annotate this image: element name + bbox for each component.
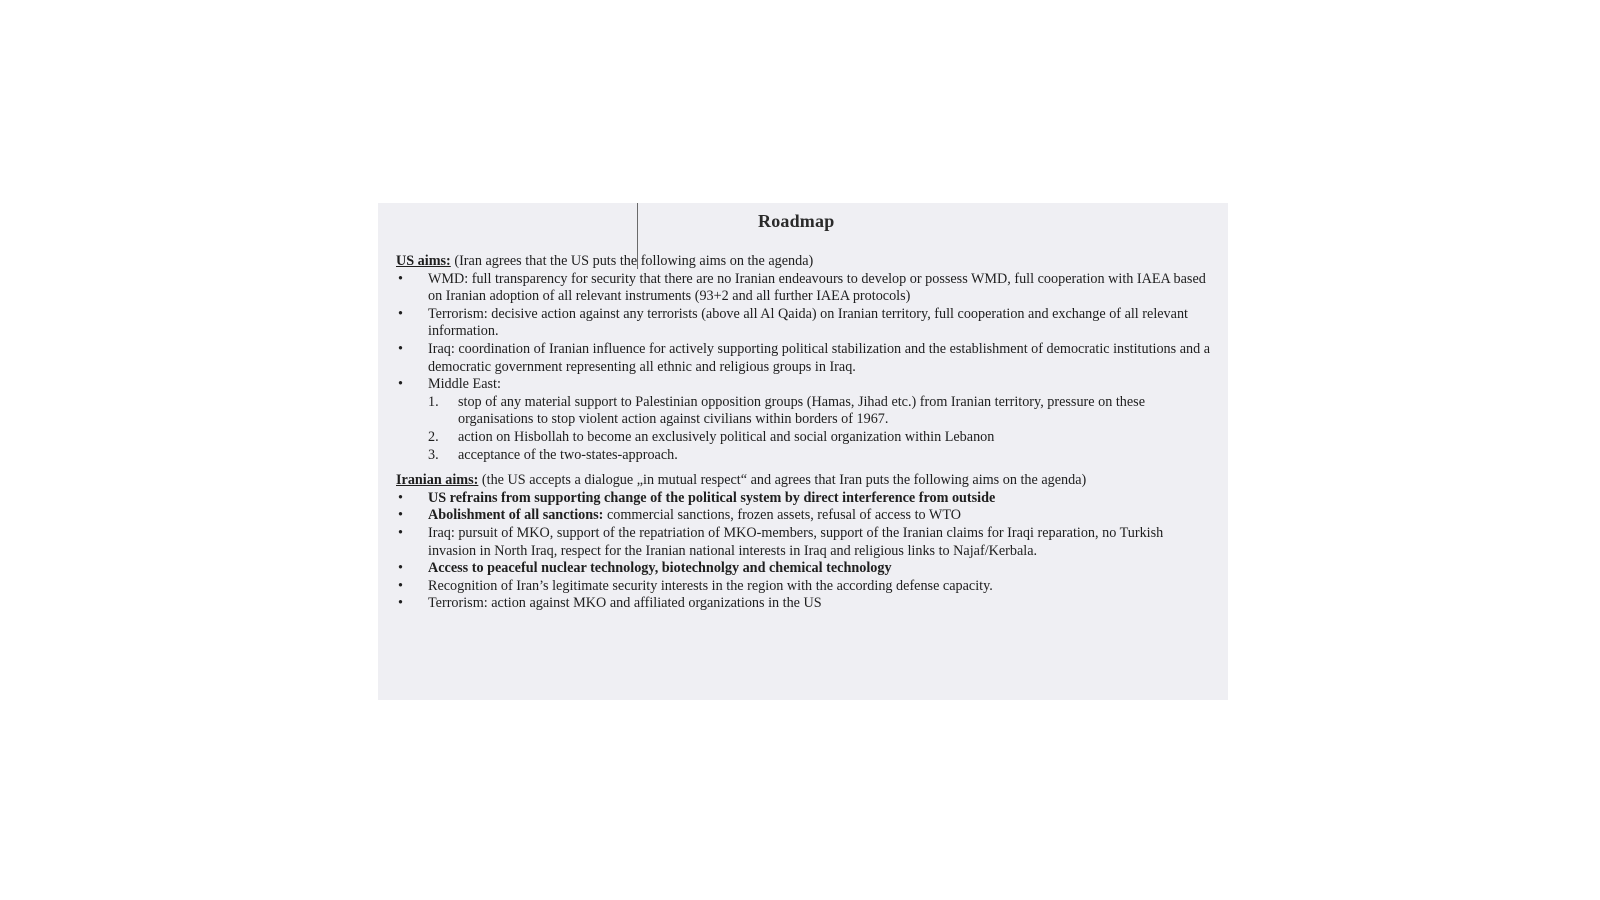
bullet: • <box>398 577 403 594</box>
us-aims-intro: (Iran agrees that the US puts the following aims on the agenda) <box>450 253 814 269</box>
bullet: • <box>398 560 403 577</box>
scanned-document <box>378 203 1228 700</box>
item-number: 3. <box>428 446 439 463</box>
iran-aim-biotech: biotechnolgy and chemical technology <box>661 560 892 577</box>
bullet: • <box>398 376 403 393</box>
bullet: • <box>398 524 403 541</box>
list-item <box>396 376 1211 464</box>
us-aims-label: US aims: <box>396 253 451 269</box>
us-aims-heading <box>396 253 1211 271</box>
section-spacer <box>396 464 1211 472</box>
iran-aim-nuclear: Access to peaceful nuclear technology, <box>428 560 662 577</box>
bullet: • <box>398 305 403 322</box>
item-text: action on Hisbollah to become an exclusively political and social organization within Lebanon <box>458 428 995 445</box>
list-item <box>396 306 1211 341</box>
numbered-item <box>428 429 1211 447</box>
bullet: • <box>398 489 403 506</box>
iran-aim-sanctions-label: Abolishment of all sanctions: <box>428 507 604 524</box>
us-aim-terrorism: Terrorism: decisive action against any terrorists (above all Al Qaida) on Iranian territory, full cooperation and exchange of all relevant information. <box>428 305 1188 340</box>
numbered-item <box>428 447 1211 465</box>
item-text: acceptance of the two-states-approach. <box>458 446 678 463</box>
document-title: Roadmap <box>758 211 835 231</box>
list-item <box>396 341 1211 376</box>
list-item <box>396 525 1211 560</box>
us-aim-iraq: Iraq: coordination of Iranian influence for actively supporting political stabilization and the establishment of democratic institutions and a democratic government representing all ethnic and religious groups in Iraq. <box>428 340 1211 375</box>
bullet: • <box>398 270 403 287</box>
list-item <box>396 595 1211 613</box>
item-text: stop of any material support to Palestinian opposition groups (Hamas, Jihad etc.) from Iranian territory, pressure on these organisations to stop violent action against civilians within borders of 1967. <box>458 393 1146 428</box>
numbered-item <box>428 394 1211 429</box>
iran-aim-sanctions-text: commercial sanctions, frozen assets, refusal of access to WTO <box>603 507 961 524</box>
iran-aim-iraq: Iraq: pursuit of MKO, support of the repatriation of MKO-members, support of the Iranian claims for Iraqi reparation, no Turkish invasion in North Iraq, respect for the Iranian national interests in Iraq and religious links to Najaf/Kerbala. <box>428 524 1164 559</box>
list-item <box>396 560 1211 578</box>
bullet: • <box>398 340 403 357</box>
middle-east-sublist <box>428 394 1211 464</box>
iran-aim-no-interference: US refrains from supporting change of the political system by direct interference from outside <box>428 489 996 506</box>
bullet: • <box>398 507 403 524</box>
iranian-aims-intro: (the US accepts a dialogue „in mutual respect“ and agrees that Iran puts the following aims on the agenda) <box>478 472 1087 489</box>
us-aims-list <box>396 271 1211 465</box>
us-aim-wmd: WMD: full transparency for security that there are no Iranian endeavours to develop or possess WMD, full cooperation with IAEA based on Iranian adoption of all relevant instruments (93+2 and all further IAEA protocols) <box>428 270 1206 305</box>
iranian-aims-label: Iranian aims: <box>396 472 479 489</box>
iranian-aims-heading <box>396 472 1211 490</box>
document-body <box>396 253 1211 613</box>
bullet: • <box>398 595 403 612</box>
list-item <box>396 507 1211 525</box>
iran-aim-security: Recognition of Iran’s legitimate security interests in the region with the according defense capacity. <box>428 577 993 594</box>
item-number: 1. <box>428 393 439 410</box>
item-number: 2. <box>428 428 439 445</box>
iran-aim-terrorism: Terrorism: action against MKO and affiliated organizations in the US <box>428 595 822 612</box>
iranian-aims-list <box>396 490 1211 613</box>
list-item <box>396 490 1211 508</box>
list-item <box>396 271 1211 306</box>
us-aim-middle-east: Middle East: <box>428 376 501 393</box>
list-item <box>396 578 1211 596</box>
